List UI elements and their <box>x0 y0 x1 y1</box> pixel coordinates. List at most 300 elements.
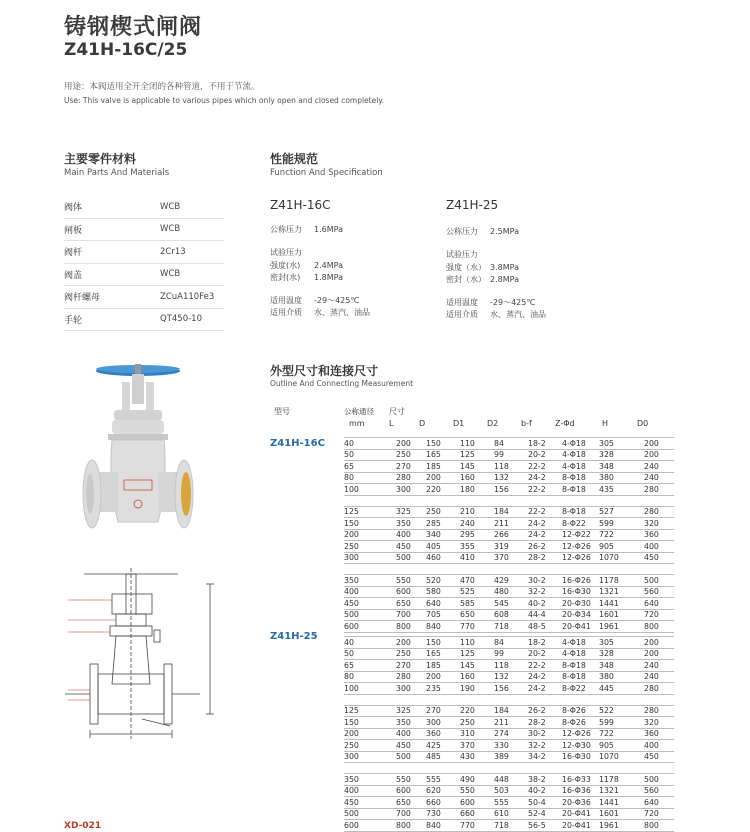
dims-col-header: D <box>419 419 426 428</box>
table-cell: 190 <box>460 683 494 695</box>
table-cell: 125 <box>460 648 494 660</box>
table-cell: 100 <box>344 683 396 695</box>
table-cell: 240 <box>644 671 674 683</box>
table-cell: 26-2 <box>528 705 562 717</box>
table-cell: 340 <box>426 529 460 541</box>
table-cell: 400 <box>344 785 396 797</box>
table-cell: 145 <box>460 660 494 672</box>
model-title: Z41H-16C/25 <box>64 40 188 60</box>
table-cell: 150 <box>426 637 460 649</box>
table-cell: 640 <box>644 598 674 610</box>
table-cell: 840 <box>426 820 460 832</box>
table-cell: 300 <box>344 751 396 763</box>
table-cell: 28-2 <box>528 717 562 729</box>
table-cell: 12-Φ30 <box>562 740 599 752</box>
table-cell: 355 <box>460 541 494 553</box>
parts-list <box>64 196 224 331</box>
table-cell: 800 <box>396 621 426 633</box>
parts-row <box>64 241 224 264</box>
table-cell: 350 <box>396 717 426 729</box>
part-name: 阀盖 <box>64 270 83 281</box>
table-cell: 240 <box>644 660 674 672</box>
parts-row <box>64 219 224 242</box>
part-material: QT450-10 <box>160 314 202 325</box>
table-cell: 320 <box>644 518 674 530</box>
table-cell: 22-2 <box>528 484 562 496</box>
table-cell: 460 <box>426 552 460 564</box>
table-cell: 600 <box>344 820 396 832</box>
table-cell: 4-Φ18 <box>562 461 599 473</box>
table-cell: 185 <box>426 660 460 672</box>
table-cell: 350 <box>396 518 426 530</box>
table-cell: 620 <box>426 785 460 797</box>
table-cell: 450 <box>344 598 396 610</box>
table-cell: 18-2 <box>528 637 562 649</box>
table-cell: 12-Φ22 <box>562 529 599 541</box>
table-cell: 235 <box>426 683 460 695</box>
dims-table-16c <box>344 437 674 633</box>
spec-model-name: Z41H-25 <box>446 198 499 212</box>
table-cell: 4-Φ18 <box>562 438 599 450</box>
spec-label: 公称压力 <box>270 225 302 234</box>
table-cell: 266 <box>494 529 528 541</box>
table-cell: 150 <box>426 438 460 450</box>
table-cell: 20-Φ34 <box>562 609 599 621</box>
table-cell: 50-4 <box>528 797 562 809</box>
table-cell: 435 <box>599 484 644 496</box>
table-cell: 525 <box>460 586 494 598</box>
table-cell: 99 <box>494 449 528 461</box>
table-cell: 360 <box>644 529 674 541</box>
table-cell: 160 <box>460 671 494 683</box>
table-row <box>344 705 674 717</box>
table-cell: 450 <box>644 552 674 564</box>
table-cell: 8-Φ18 <box>562 506 599 518</box>
table-cell: 270 <box>396 461 426 473</box>
dims-col-header: D1 <box>453 419 465 428</box>
table-gap <box>344 763 674 774</box>
table-cell: 24-2 <box>528 472 562 484</box>
table-cell: 50 <box>344 648 396 660</box>
table-cell: 470 <box>460 575 494 587</box>
spec-label: 强度(水) <box>270 261 301 270</box>
table-cell: 305 <box>599 438 644 450</box>
table-cell: 26-2 <box>528 541 562 553</box>
table-row <box>344 575 674 587</box>
table-row <box>344 774 674 786</box>
table-cell: 550 <box>460 785 494 797</box>
table-cell: 38-2 <box>528 774 562 786</box>
table-row <box>344 586 674 598</box>
spec-label: 适用介质 <box>270 308 302 317</box>
table-cell: 200 <box>426 671 460 683</box>
dims-title-cn: 外型尺寸和连接尺寸 <box>270 364 379 378</box>
table-cell: 310 <box>460 728 494 740</box>
table-cell: 370 <box>460 740 494 752</box>
dims-header-model: 型号 <box>274 407 290 416</box>
table-cell: 211 <box>494 717 528 729</box>
table-cell: 300 <box>396 683 426 695</box>
spec-block-25 <box>446 198 646 320</box>
table-cell: 1070 <box>599 751 644 763</box>
part-material: WCB <box>160 224 181 235</box>
table-cell: 280 <box>396 472 426 484</box>
table-cell: 800 <box>396 820 426 832</box>
spec-value: 2.8MPa <box>490 275 519 284</box>
spec-value: 2.5MPa <box>490 227 519 236</box>
table-cell: 520 <box>426 575 460 587</box>
valve-photo <box>78 362 198 552</box>
table-row <box>344 820 674 832</box>
dims-col-header: Z-Φd <box>555 419 575 428</box>
table-cell: 8-Φ18 <box>562 472 599 484</box>
table-cell: 450 <box>644 751 674 763</box>
table-cell: 800 <box>644 820 674 832</box>
table-cell: 720 <box>644 609 674 621</box>
table-cell: 770 <box>460 621 494 633</box>
dims-col-header: L <box>389 419 394 428</box>
dims-model-label: Z41H-16C <box>270 438 325 449</box>
table-cell: 380 <box>599 472 644 484</box>
table-cell: 300 <box>396 484 426 496</box>
table-cell: 1178 <box>599 774 644 786</box>
table-cell: 185 <box>426 461 460 473</box>
table-row <box>344 621 674 633</box>
gap-cell <box>344 564 674 575</box>
table-cell: 184 <box>494 506 528 518</box>
table-cell: 156 <box>494 484 528 496</box>
table-cell: 650 <box>460 609 494 621</box>
dims-col-header: D0 <box>637 419 649 428</box>
table-cell: 200 <box>344 529 396 541</box>
spec-label: 密封（水） <box>446 275 486 284</box>
spec-value: -29～425℃ <box>314 296 360 305</box>
table-row <box>344 506 674 518</box>
table-row <box>344 552 674 564</box>
table-cell: 445 <box>599 683 644 695</box>
table-cell: 145 <box>460 461 494 473</box>
table-cell: 22-2 <box>528 461 562 473</box>
table-cell: 30-2 <box>528 728 562 740</box>
table-cell: 718 <box>494 621 528 633</box>
table-cell: 20-Φ41 <box>562 820 599 832</box>
parts-row <box>64 309 224 332</box>
table-cell: 1961 <box>599 820 644 832</box>
table-row <box>344 728 674 740</box>
table-cell: 12-Φ26 <box>562 552 599 564</box>
table-cell: 16-Φ36 <box>562 785 599 797</box>
table-cell: 1441 <box>599 598 644 610</box>
table-cell: 580 <box>426 586 460 598</box>
table-cell: 1961 <box>599 621 644 633</box>
table-cell: 840 <box>426 621 460 633</box>
table-cell: 720 <box>644 808 674 820</box>
table-cell: 348 <box>599 660 644 672</box>
table-cell: 280 <box>644 484 674 496</box>
usage-en: Use: This valve is applicable to various pipes which only open and closed completely. <box>64 96 385 105</box>
table-cell: 165 <box>426 648 460 660</box>
table-cell: 80 <box>344 472 396 484</box>
spec-model-name: Z41H-16C <box>270 198 331 212</box>
table-cell: 8-Φ18 <box>562 484 599 496</box>
table-cell: 480 <box>494 586 528 598</box>
parts-row <box>64 286 224 309</box>
part-name: 闸板 <box>64 225 83 236</box>
table-cell: 280 <box>644 705 674 717</box>
table-cell: 44-4 <box>528 609 562 621</box>
table-cell: 4-Φ18 <box>562 637 599 649</box>
table-cell: 4-Φ18 <box>562 449 599 461</box>
table-row <box>344 648 674 660</box>
table-cell: 200 <box>396 637 426 649</box>
table-cell: 350 <box>344 575 396 587</box>
table-cell: 350 <box>344 774 396 786</box>
part-material: 2Cr13 <box>160 246 186 257</box>
table-cell: 640 <box>426 598 460 610</box>
part-material: ZCuA110Fe3 <box>160 291 215 302</box>
table-cell: 132 <box>494 472 528 484</box>
table-cell: 770 <box>460 820 494 832</box>
table-cell: 240 <box>644 472 674 484</box>
table-cell: 132 <box>494 671 528 683</box>
part-material: WCB <box>160 269 181 280</box>
table-cell: 600 <box>396 586 426 598</box>
table-cell: 660 <box>460 808 494 820</box>
table-row <box>344 518 674 530</box>
part-name: 手轮 <box>64 315 83 326</box>
table-cell: 20-Φ36 <box>562 797 599 809</box>
table-cell: 16-Φ30 <box>562 586 599 598</box>
table-cell: 400 <box>396 529 426 541</box>
table-row <box>344 683 674 695</box>
part-material: WCB <box>160 201 181 212</box>
table-cell: 1321 <box>599 785 644 797</box>
table-cell: 99 <box>494 648 528 660</box>
table-cell: 550 <box>396 575 426 587</box>
table-cell: 328 <box>599 648 644 660</box>
table-cell: 250 <box>396 449 426 461</box>
table-cell: 50 <box>344 449 396 461</box>
table-cell: 180 <box>460 484 494 496</box>
table-cell: 400 <box>644 740 674 752</box>
table-cell: 8-Φ18 <box>562 671 599 683</box>
table-cell: 555 <box>426 774 460 786</box>
table-cell: 274 <box>494 728 528 740</box>
table-cell: 550 <box>396 774 426 786</box>
table-cell: 28-2 <box>528 552 562 564</box>
table-cell: 700 <box>396 609 426 621</box>
parts-row <box>64 196 224 219</box>
table-cell: 250 <box>460 717 494 729</box>
table-cell: 610 <box>494 808 528 820</box>
spec-value: -29～425℃ <box>490 298 536 307</box>
table-row <box>344 609 674 621</box>
table-cell: 1601 <box>599 609 644 621</box>
table-cell: 722 <box>599 529 644 541</box>
table-row <box>344 449 674 461</box>
table-cell: 450 <box>396 740 426 752</box>
table-cell: 380 <box>599 671 644 683</box>
spec-value: 1.8MPa <box>314 273 343 282</box>
table-cell: 18-2 <box>528 438 562 450</box>
table-cell: 40-2 <box>528 785 562 797</box>
table-cell: 16-Φ30 <box>562 751 599 763</box>
table-cell: 200 <box>426 472 460 484</box>
table-cell: 125 <box>460 449 494 461</box>
table-cell: 330 <box>494 740 528 752</box>
table-cell: 250 <box>426 506 460 518</box>
table-cell: 250 <box>344 541 396 553</box>
table-cell: 210 <box>460 506 494 518</box>
table-cell: 560 <box>644 785 674 797</box>
table-cell: 65 <box>344 461 396 473</box>
table-cell: 160 <box>460 472 494 484</box>
table-cell: 430 <box>460 751 494 763</box>
table-cell: 34-2 <box>528 751 562 763</box>
table-row <box>344 529 674 541</box>
table-cell: 450 <box>396 541 426 553</box>
table-cell: 240 <box>644 461 674 473</box>
table-cell: 56-5 <box>528 820 562 832</box>
spec-title-cn: 性能规范 <box>270 152 319 166</box>
table-cell: 12-Φ26 <box>562 541 599 553</box>
parts-title-cn: 主要零件材料 <box>64 152 137 166</box>
dims-title-en: Outline And Connecting Measurement <box>270 379 414 388</box>
table-cell: 24-2 <box>528 671 562 683</box>
table-row <box>344 740 674 752</box>
table-cell: 410 <box>460 552 494 564</box>
spec-label: 试验压力 <box>446 250 478 259</box>
spec-value: 3.8MPa <box>490 263 519 272</box>
table-row <box>344 484 674 496</box>
table-cell: 118 <box>494 660 528 672</box>
table-cell: 250 <box>344 740 396 752</box>
table-cell: 905 <box>599 541 644 553</box>
table-cell: 500 <box>396 552 426 564</box>
table-cell: 280 <box>396 671 426 683</box>
table-cell: 32-2 <box>528 586 562 598</box>
table-cell: 600 <box>460 797 494 809</box>
page-number: XD-021 <box>64 821 102 831</box>
table-cell: 8-Φ26 <box>562 717 599 729</box>
table-cell: 400 <box>644 541 674 553</box>
gap-cell <box>344 694 674 705</box>
table-cell: 12-Φ26 <box>562 728 599 740</box>
table-cell: 150 <box>344 518 396 530</box>
table-cell: 722 <box>599 728 644 740</box>
table-cell: 100 <box>344 484 396 496</box>
table-cell: 8-Φ18 <box>562 660 599 672</box>
table-cell: 8-Φ26 <box>562 705 599 717</box>
table-cell: 295 <box>460 529 494 541</box>
dims-header-mm: mm <box>349 419 365 428</box>
table-cell: 328 <box>599 449 644 461</box>
table-cell: 220 <box>460 705 494 717</box>
table-cell: 700 <box>396 808 426 820</box>
table-cell: 429 <box>494 575 528 587</box>
table-cell: 8-Φ22 <box>562 518 599 530</box>
table-cell: 20-Φ30 <box>562 598 599 610</box>
table-cell: 500 <box>644 575 674 587</box>
table-cell: 490 <box>460 774 494 786</box>
table-cell: 600 <box>344 621 396 633</box>
table-cell: 500 <box>344 609 396 621</box>
table-cell: 110 <box>460 438 494 450</box>
table-cell: 545 <box>494 598 528 610</box>
table-cell: 522 <box>599 705 644 717</box>
table-cell: 305 <box>599 637 644 649</box>
table-cell: 1601 <box>599 808 644 820</box>
table-cell: 4-Φ18 <box>562 648 599 660</box>
table-cell: 650 <box>396 598 426 610</box>
table-cell: 560 <box>644 586 674 598</box>
table-cell: 320 <box>644 717 674 729</box>
table-cell: 348 <box>599 461 644 473</box>
table-cell: 200 <box>644 449 674 461</box>
page-title: 铸钢楔式闸阀 <box>64 15 203 40</box>
spec-value: 水、蒸汽、油品 <box>490 310 546 319</box>
table-cell: 503 <box>494 785 528 797</box>
gap-cell <box>344 763 674 774</box>
spec-label: 适用介质 <box>446 310 478 319</box>
part-name: 阀杆螺母 <box>64 293 101 304</box>
table-cell: 220 <box>426 484 460 496</box>
table-cell: 555 <box>494 797 528 809</box>
table-cell: 110 <box>460 637 494 649</box>
parts-title-en: Main Parts And Materials <box>64 168 170 178</box>
table-cell: 718 <box>494 820 528 832</box>
table-cell: 65 <box>344 660 396 672</box>
table-cell: 500 <box>396 751 426 763</box>
table-cell: 40 <box>344 438 396 450</box>
spec-label: 适用温度 <box>446 298 478 307</box>
table-cell: 40-2 <box>528 598 562 610</box>
table-cell: 150 <box>344 717 396 729</box>
table-cell: 599 <box>599 717 644 729</box>
spec-label: 强度（水） <box>446 263 486 272</box>
gap-cell <box>344 495 674 506</box>
table-row <box>344 598 674 610</box>
table-cell: 20-Φ41 <box>562 808 599 820</box>
table-cell: 211 <box>494 518 528 530</box>
table-cell: 608 <box>494 609 528 621</box>
table-cell: 600 <box>396 785 426 797</box>
table-cell: 40 <box>344 637 396 649</box>
table-cell: 319 <box>494 541 528 553</box>
parts-row <box>64 264 224 287</box>
table-cell: 280 <box>644 506 674 518</box>
table-row <box>344 785 674 797</box>
spec-block-16c <box>270 198 440 318</box>
table-cell: 200 <box>396 438 426 450</box>
dims-header-dn: 公称通径 <box>344 407 374 416</box>
table-cell: 24-2 <box>528 683 562 695</box>
table-cell: 52-4 <box>528 808 562 820</box>
table-cell: 325 <box>396 506 426 518</box>
table-row <box>344 717 674 729</box>
table-row <box>344 461 674 473</box>
part-name: 阀体 <box>64 203 83 214</box>
table-cell: 24-2 <box>528 518 562 530</box>
table-cell: 250 <box>396 648 426 660</box>
table-cell: 184 <box>494 705 528 717</box>
spec-label: 密封(水) <box>270 273 301 282</box>
table-row <box>344 808 674 820</box>
table-cell: 16-Φ33 <box>562 774 599 786</box>
table-cell: 118 <box>494 461 528 473</box>
table-cell: 16-Φ26 <box>562 575 599 587</box>
table-gap <box>344 564 674 575</box>
